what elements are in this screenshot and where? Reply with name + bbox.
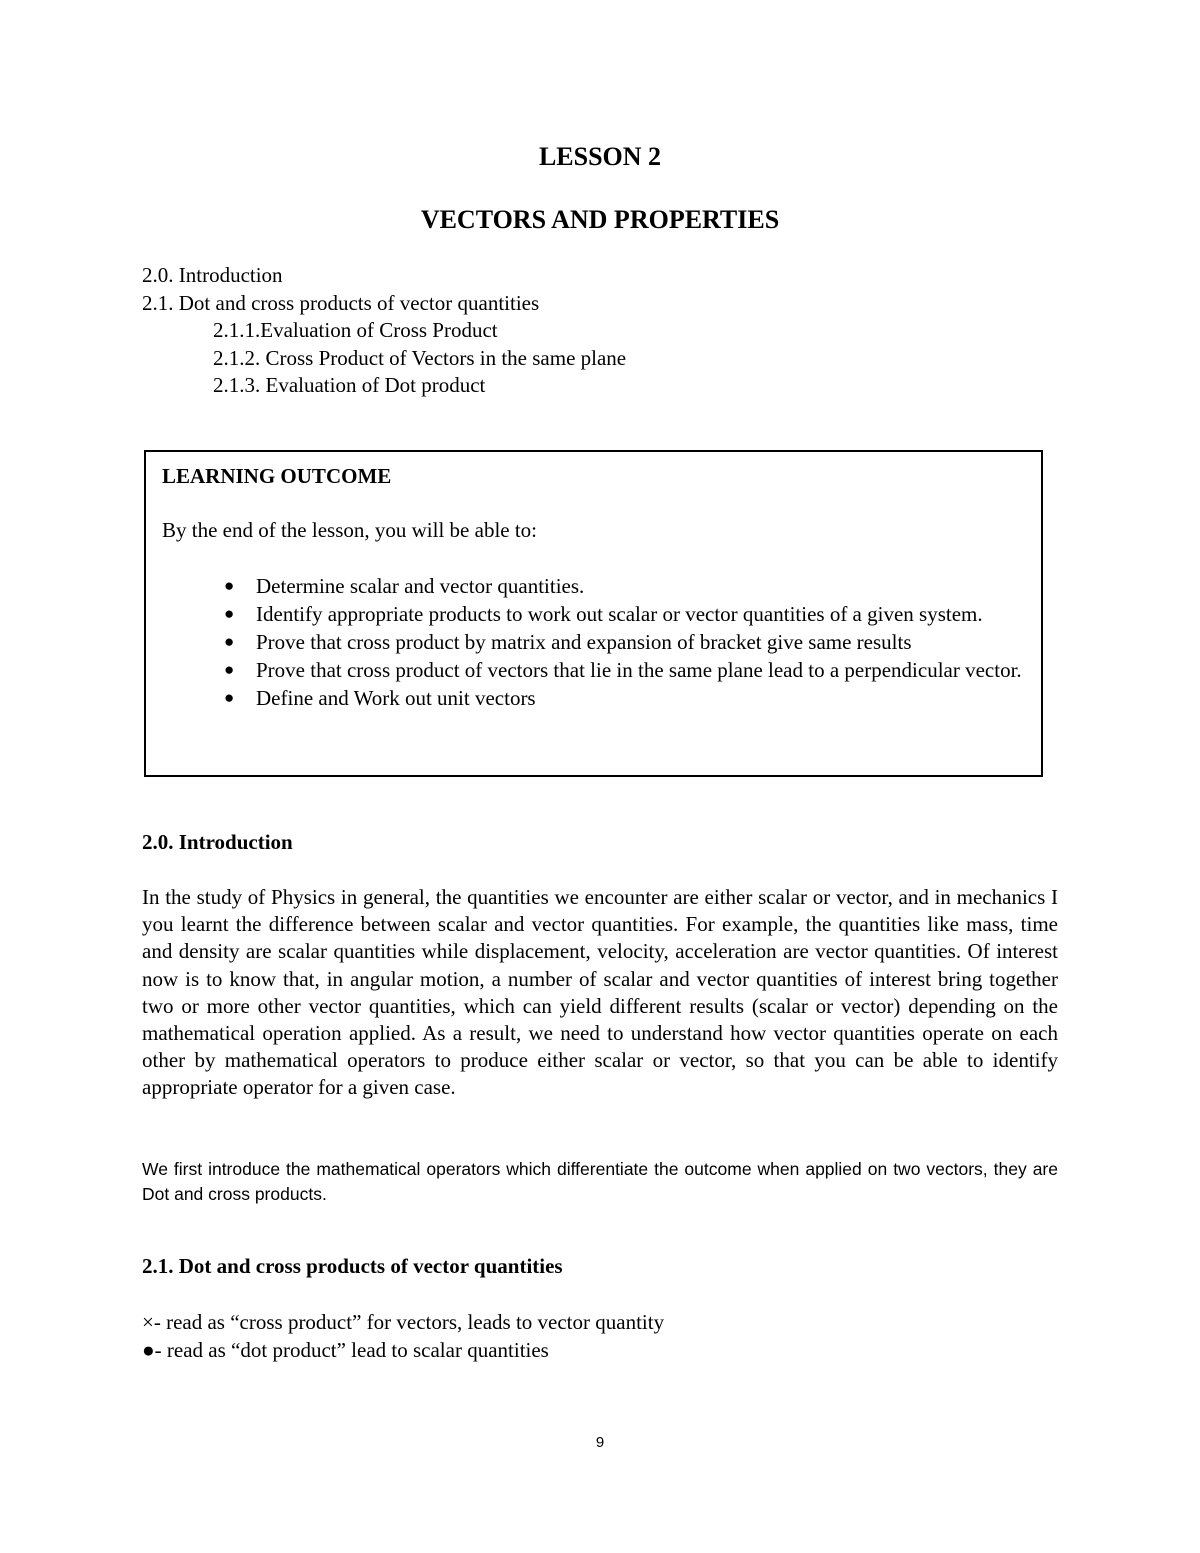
dot-cross-heading: 2.1. Dot and cross products of vector quantities [142,1254,563,1278]
bullet-icon: ● [224,632,235,651]
list-item-text: Determine scalar and vector quantities. [256,574,585,598]
dot-product-definition: ●- read as “dot product” lead to scalar quantities [142,1338,549,1362]
learning-outcome-intro: By the end of the lesson, you will be able to: [162,518,538,542]
introduction-paragraph-2: We first introduce the mathematical operators which differentiate the outcome when applied on two vectors, they are Dot and cross products. [142,1159,1058,1204]
toc-item: 2.1. Dot and cross products of vector quantities [142,290,540,315]
learning-outcome-heading: LEARNING OUTCOME [162,464,392,488]
list-item-text: Identify appropriate products to work out scalar or vector quantities of a given system. [256,602,983,626]
toc-subitem: 2.1.3. Evaluation of Dot product [213,373,486,397]
introduction-paragraph: In the study of Physics in general, the quantities we encounter are either scalar or vector, and in mechanics I you learnt the difference between scalar and vector quantities. For example, the quantities like mass, time and density are scalar quantities while displacement, velocity, acceleration are vector quantities. Of interest now is to know that, in angular motion, a number of scalar and vector quantities of interest bring together two or more other vector quantities, which can yield different results (scalar or vector) depending on the mathematical operation applied. As a result, we need to understand how vector quantities operate on each other by mathematical operators to produce either scalar or vector, so that you can be able to identify appropriate operator for a given case. [142,885,1058,1100]
introduction-heading: 2.0. Introduction [142,830,293,854]
toc-item: 2.0. Introduction [142,263,283,287]
lesson-number: LESSON 2 [538,142,662,171]
learning-outcome-list [146,572,1031,712]
toc-subitem: 2.1.2. Cross Product of Vectors in the same plane [213,345,627,370]
bullet-icon: ● [224,688,235,707]
page-number: 9 [595,1434,605,1451]
learning-outcome-box [144,450,1043,777]
cross-product-definition: ×- read as “cross product” for vectors, leads to vector quantity [142,1310,665,1334]
list-item [146,656,1031,684]
bullet-icon: ● [224,576,235,595]
list-item [146,572,1031,600]
list-item-text: Prove that cross product by matrix and expansion of bracket give same results [256,630,912,654]
list-item [146,628,1031,656]
list-item-text: Prove that cross product of vectors that lie in the same plane lead to a perpendicular vector. [256,658,1022,682]
list-item-text: Define and Work out unit vectors [256,686,536,710]
list-item [146,684,1031,712]
list-item [146,600,1031,628]
bullet-icon: ● [224,604,235,623]
bullet-icon: ● [224,660,235,679]
toc-subitem: 2.1.1.Evaluation of Cross Product [213,318,498,342]
lesson-title: VECTORS AND PROPERTIES [420,205,780,234]
table-of-contents [142,262,626,400]
